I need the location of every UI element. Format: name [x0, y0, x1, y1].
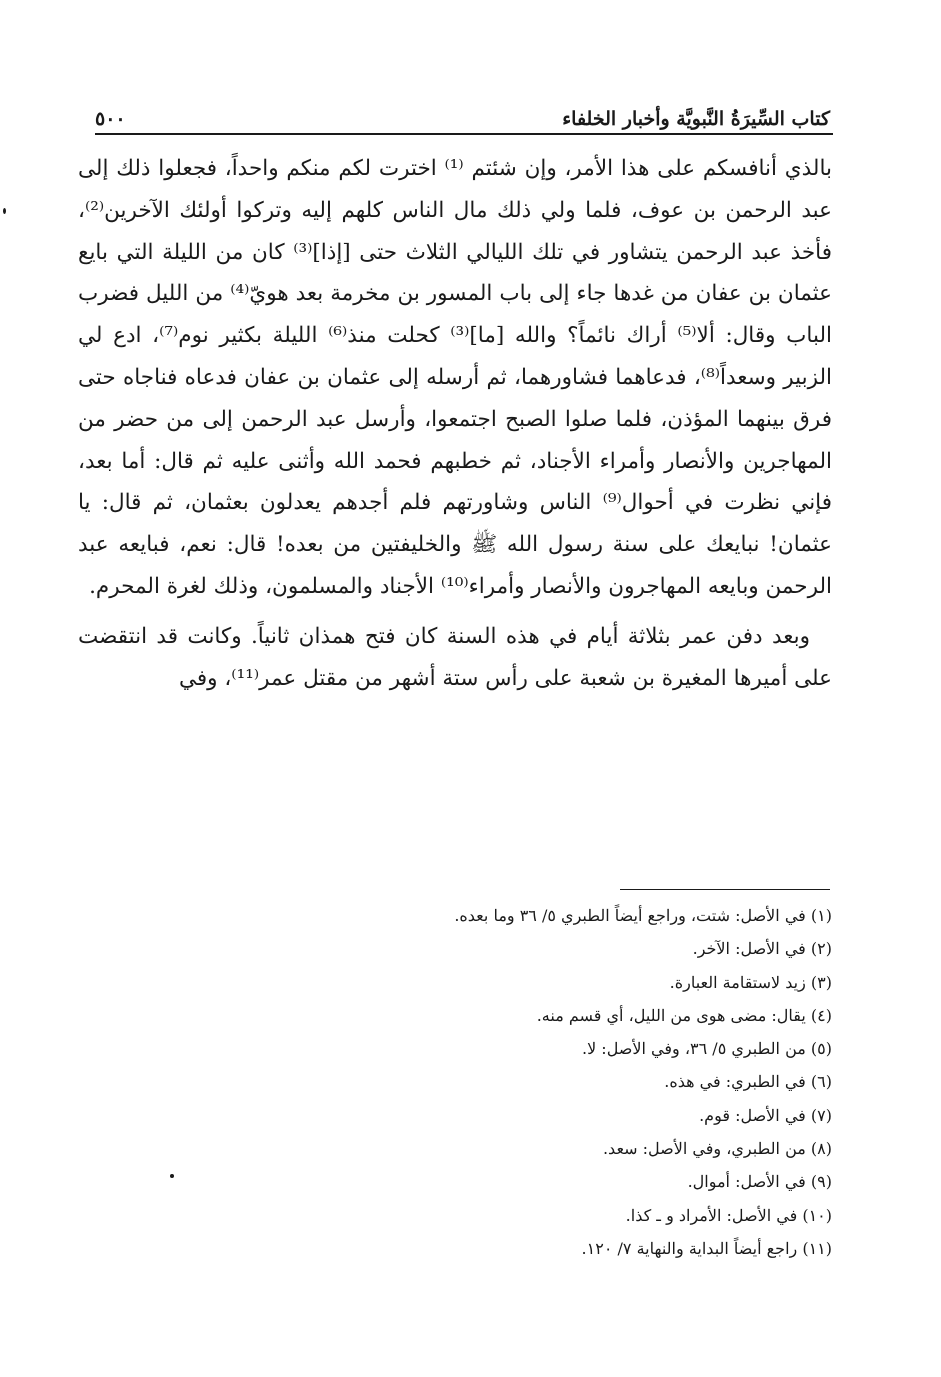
running-header: [95, 96, 830, 130]
footnotes-list: [300, 899, 832, 1265]
footnote: (١١) راجع أيضاً البداية والنهاية ٧/ ١٢٠.: [581, 1238, 832, 1258]
footnote: (٨) من الطبري، وفي الأصل: سعد.: [602, 1139, 832, 1159]
page-number: ٥٠٠: [95, 108, 126, 130]
footnote: (١) في الأصل: شتت، وراجع أيضاً الطبري ٥/ ٣٦ وما بعده.: [454, 906, 832, 925]
book-title: كتاب السِّيرَةُ النَّبويَّة وأخبار الخلفاء: [562, 108, 830, 130]
footnote: (١٠) في الأصل: الأمراد و ـ كذا.: [625, 1205, 832, 1225]
scan-speck: [170, 1174, 174, 1178]
footnote: (٧) في الأصل: قوم.: [699, 1105, 832, 1125]
footnote: (٢) في الأصل: الآخر.: [692, 939, 832, 959]
scan-speck: [3, 208, 6, 214]
footnote: (٥) من الطبري ٥/ ٣٦، وفي الأصل: لا.: [582, 1039, 832, 1059]
header-rule: [95, 133, 833, 135]
paragraph: وبعد دفن عمر بثلاثة أيام في هذه السنة كان فتح همذان ثانياً. وكانت قد انتقضت على أميرها المغيرة بن شعبة على رأس ستة أشهر من مقتل عمر⁽¹¹⁾، وفي: [78, 623, 832, 691]
main-text: [78, 148, 832, 699]
footnote: (٤) يقال: مضى هوى من الليل، أي قسم منه.: [536, 1005, 832, 1025]
footnote-rule: [620, 889, 830, 890]
footnote: (٣) زيد لاستقامة العبارة.: [669, 972, 832, 992]
paragraph: بالذي أنافسكم على هذا الأمر، وإن شئتم ⁽¹⁾ اخترت لكم منكم واحداً، فجعلوا ذلك إلى عبد الرحمن بن عوف، فلما ولي ذلك مال الناس كلهم إليه وتركوا أولئك الآخرين⁽²⁾، فأخذ عبد الرحمن يتشاور في تلك الليالي الثلاث حتى [إذا]⁽³⁾ كان من الليلة التي بايع عثمان بن عفان من غدها جاء إلى باب المسور بن مخرمة بعد هويّ⁽⁴⁾ من الليل فضرب الباب وقال: ألا⁽⁵⁾ أراك نائماً؟ والله [ما]⁽³⁾ كحلت منذ⁽⁶⁾ الليلة بكثير نوم⁽⁷⁾، ادع لي الزبير وسعداً⁽⁸⁾، فدعاهما فشاورهما، ثم أرسله إلى عثمان بن عفان فدعاه فناجاه حتى فرق بينهما المؤذن، فلما صلوا الصبح اجتمعوا، وأرسل عبد الرحمن إلى من حضر من المهاجرين والأنصار وأمراء الأجناد، ثم خطبهم فحمد الله وأثنى عليه ثم قال: أما بعد، فإني نظرت في أحوال⁽⁹⁾ الناس وشاورتهم فلم أجدهم يعدلون بعثمان، ثم قال: يا عثمان! نبايعك على سنة رسول الله ﷺ والخليفتين من بعده! قال: نعم، فبايعه عبد الرحمن وبايعه المهاجرون والأنصار وأمراء⁽¹⁰⁾ الأجناد والمسلمون، وذلك لغرة المحرم.: [78, 156, 833, 599]
footnote: (٦) في الطبري: في هذه.: [664, 1072, 832, 1092]
footnote: (٩) في الأصل: أموال.: [687, 1172, 832, 1192]
